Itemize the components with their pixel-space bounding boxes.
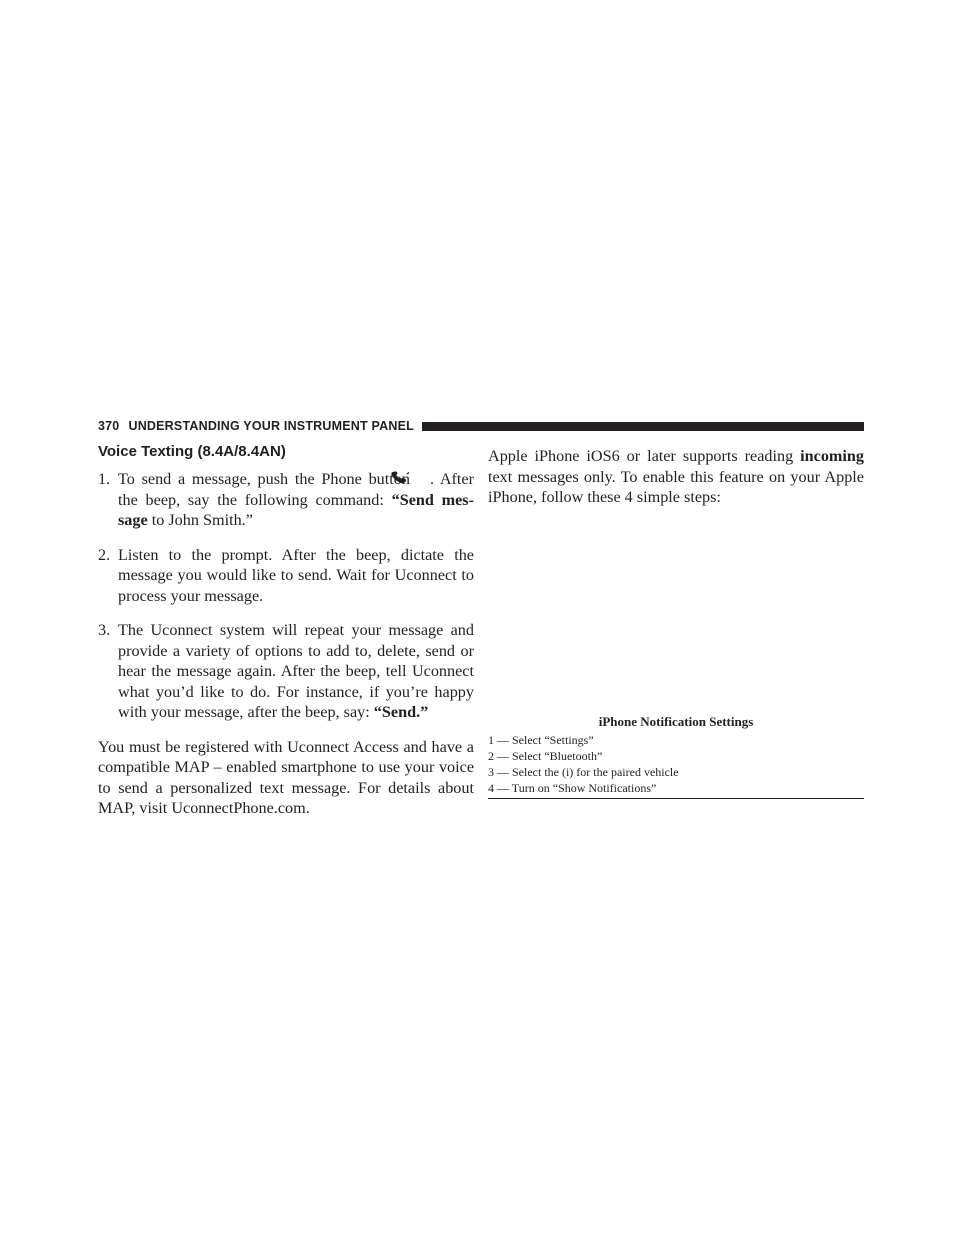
step-text: To send a message, push the Phone button <box>118 470 410 488</box>
intro-text-cont: text messages only. To enable this feature on your Apple iPhone, follow these 4 simple steps: <box>488 467 864 506</box>
step-text: The Uconnect system will repeat your message and provide a variety of options to add to, delete, send or hear the message again. After the beep, tell Uconnect what you’d like to do. For instance, if you’re happy with your message, after the beep, say: <box>118 621 474 721</box>
figure-caption: iPhone Notification Settings <box>598 714 754 729</box>
left-column <box>98 442 474 819</box>
step-text: Listen to the prompt. After the beep, dictate the message you would like to send. Wait for Uconnect to process your message. <box>118 545 474 605</box>
step-text-cont: . After the beep, say the following command: <box>118 470 474 509</box>
command-text: “Send.” <box>373 703 429 721</box>
step-text-end: to John Smith.” <box>147 511 253 529</box>
step-3 <box>98 620 474 723</box>
iphone-intro-paragraph <box>488 446 864 508</box>
page-number: 370 <box>98 419 120 433</box>
step-number: 3. <box>98 621 111 639</box>
step-number: 1. <box>98 470 111 488</box>
voice-texting-heading: Voice Texting (8.4A/8.4AN) <box>98 443 286 460</box>
figure-step: 3 — Select the (i) for the paired vehicle <box>488 765 679 779</box>
figure-step: 4 — Turn on “Show Notifications” <box>488 781 657 795</box>
section-title: UNDERSTANDING YOUR INSTRUMENT PANEL <box>128 419 414 433</box>
command-text: “Send mes-sage <box>118 490 475 529</box>
iphone-settings-figure <box>488 714 864 799</box>
step-number: 2. <box>98 545 111 564</box>
registration-paragraph: You must be registered with Uconnect Access and have a compatible MAP – enabled smartphone to use your voice to send a personalized text message. For details about MAP, visit UconnectPhone.com. <box>98 737 474 817</box>
figure-step: 2 — Select “Bluetooth” <box>488 749 603 763</box>
intro-text: Apple iPhone iOS6 or later supports reading <box>488 447 801 465</box>
figure-rule <box>488 798 864 799</box>
phone-handset-icon <box>410 470 430 484</box>
step-1 <box>98 469 474 531</box>
right-column <box>488 442 864 508</box>
step-2 <box>98 545 474 607</box>
intro-bold: incoming <box>800 447 864 465</box>
page-header <box>98 418 864 434</box>
header-rule <box>422 422 864 431</box>
figure-step: 1 — Select “Settings” <box>488 733 594 747</box>
